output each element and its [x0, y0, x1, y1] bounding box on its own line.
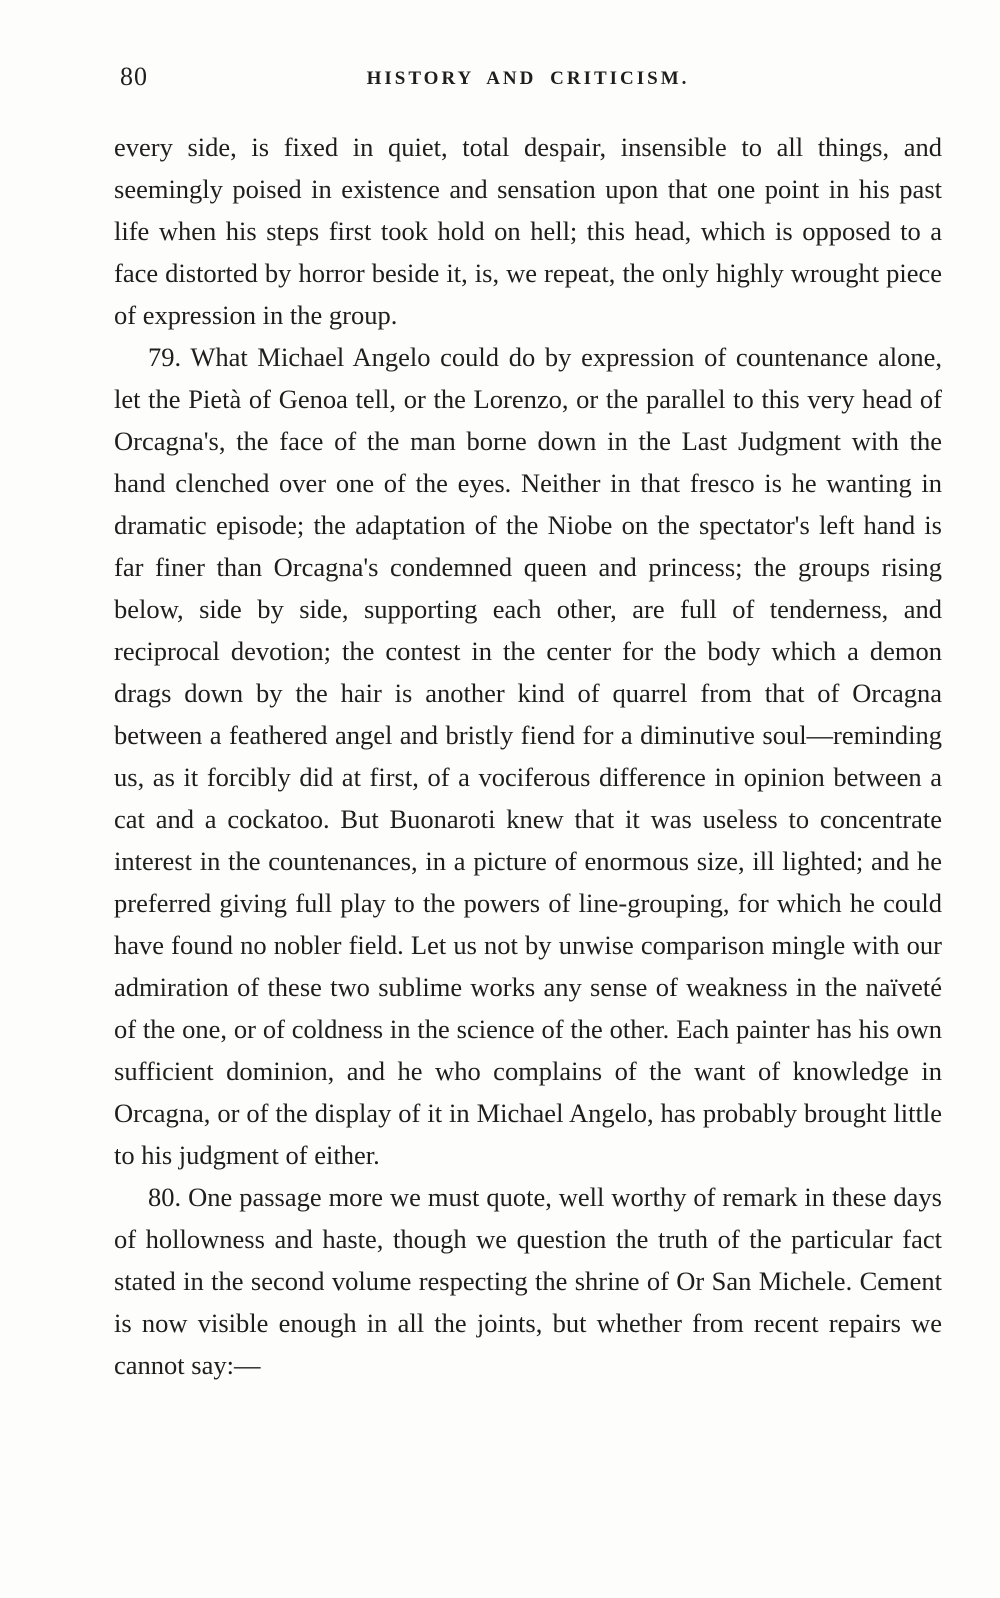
running-title: HISTORY AND CRITICISM.: [366, 68, 690, 89]
paragraph-continuation: every side, is fixed in quiet, total despair, insensible to all things, and seemingly poised in existence and sensation upon that one point in his past life when his steps first took hold on hell; this head, which is opposed to a face distorted by horror beside it, is, we repeat, the only highly wrought piece of expression in the group.: [114, 132, 942, 330]
page-body: [114, 126, 942, 1386]
page-header: [114, 60, 942, 98]
page-number: 80: [120, 62, 148, 91]
paragraph-79: 79. What Michael Angelo could do by expression of countenance alone, let the Pietà of Genoa tell, or the Lorenzo, or the parallel to this very head of Orcagna's, the face of the man borne down in the Last Judgment with the hand clenched over one of the eyes. Neither in that fresco is he wanting in dramatic episode; the adaptation of the Niobe on the spectator's left hand is far finer than Orcagna's condemned queen and princess; the groups rising below, side by side, supporting each other, are full of tenderness, and reciprocal devotion; the contest in the center for the body which a demon drags down by the hair is another kind of quarrel from that of Orcagna between a feathered angel and bristly fiend for a diminutive soul—reminding us, as it forcibly did at first, of a vociferous difference in opinion between a cat and a cockatoo. But Buonaroti knew that it was useless to concentrate interest in the countenances, in a picture of enormous size, ill lighted; and he preferred giving full play to the powers of line-grouping, for which he could have found no nobler field. Let us not by unwise comparison mingle with our admiration of these two sublime works any sense of weakness in the naïveté of the one, or of coldness in the science of the other. Each painter has his own sufficient dominion, and he who complains of the want of knowledge in Orcagna, or of the display of it in Michael Angelo, has probably brought little to his judgment of either.: [114, 342, 942, 1170]
paragraph-80: 80. One passage more we must quote, well worthy of remark in these days of hollowness and haste, though we question the truth of the particular fact stated in the second volume respecting the shrine of Or San Michele. Cement is now visible enough in all the joints, but whether from recent repairs we cannot say:—: [114, 1182, 942, 1380]
